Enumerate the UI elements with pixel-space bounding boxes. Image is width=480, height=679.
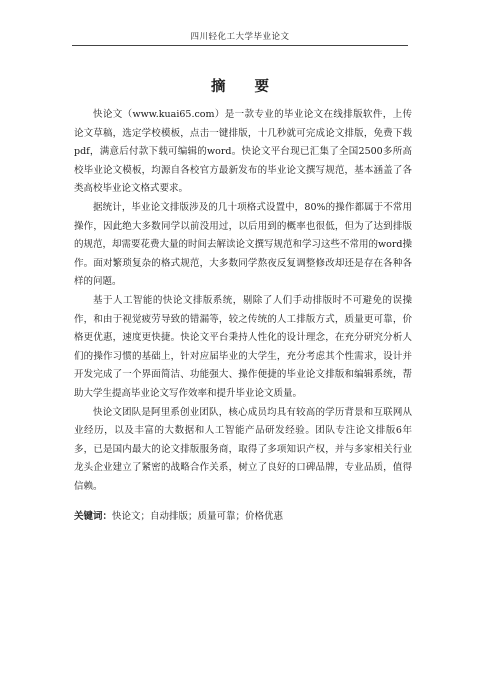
paragraph-1: 快论文（www.kuai65.com）是一款专业的毕业论文在线排版软件，上传论文草稿，选定学校模板，点击一键排版，十几秒就可完成论文排版，免费下载pdf，满意后付款下载可编辑的word。快论文平台现已汇集了全国2500多所高校毕业论文模板，均源自各校官方最新发布的毕业论文撰写规范，基本涵盖了各类高校毕业论文格式要求。 [74,109,412,195]
keywords-line [74,508,412,527]
keywords-text: 快论文；自动排版；质量可靠；价格优惠 [112,511,284,523]
paragraph-2: 据统计，毕业论文排版涉及的几十项格式设置中，80%的操作都属于不常用操作，因此绝大多数同学以前没用过，以后用到的概率也很低，但为了达到排版的规范，却需要花费大量的时间去解读论文撰写规范和学习这些不常用的word操作。面对繁琐复杂的格式规范，大多数同学熬夜反复调整修改却还是存在各种各样的问题。 [74,201,412,288]
running-header: 四川轻化工大学毕业论文 [190,32,290,42]
paragraph-4: 快论文团队是阿里系创业团队，核心成员均具有较高的学历背景和互联网从业经历，以及丰富的大数据和人工智能产品研发经验。团队专注论文排版6年多，已是国内最大的论文排版服务商，取得了多项知识产权，并与多家相关行业龙头企业建立了紧密的战略合作关系，树立了良好的口碑品牌，专业品质，值得信赖。 [74,406,412,492]
abstract-body [74,106,412,527]
page-title: 摘 要 [210,79,282,95]
keywords-label: 关键词： [74,511,113,523]
paragraph-3: 基于人工智能的快论文排版系统，剔除了人们手动排版时不可避免的误操作，和由于视觉疲劳导致的错漏等，较之传统的人工排版方式，质量更可靠，价格更优惠，速度更快捷。快论文平台秉持人性化的设计理念，在充分研究分析人们的操作习惯的基础上，针对应届毕业的大学生，充分考虑其个性需求，设计并开发完成了一个界面简洁、功能强大、操作便捷的毕业论文排版和编辑系统，帮助大学生提高毕业论文写作效率和提升毕业论文质量。 [74,294,412,399]
header-rule [72,45,408,46]
